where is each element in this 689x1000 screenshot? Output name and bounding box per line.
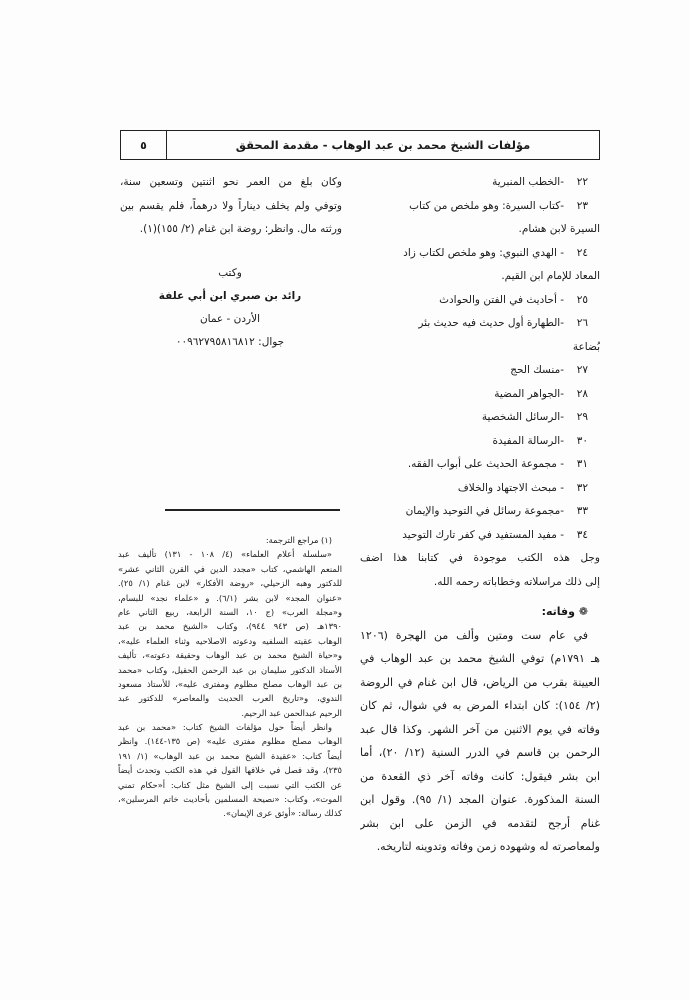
list-item (360, 312, 600, 336)
item-text: - مجموعة الحديث على أبواب الفقه. (407, 458, 564, 470)
paragraph-line: (٢/ ١٥٤): كان ابتداء المرض به في شوال، ثم كان (360, 699, 600, 712)
footnote-line: و«حياة الشيخ محمد بن عبد الوهاب وحقيقة دعوته»، تأليف (118, 650, 342, 661)
footnote-line: ١٣٩٠هـ (ص ٩٤٣ ٩٤٤)، وكتاب «الشيخ محمد بن عبد (118, 621, 342, 632)
item-number: ٢٢ (576, 176, 588, 188)
footnote-line: و«مجلة العرب» (ج ١٠، السنة الرابعة، ربيع الثاني عام (118, 606, 342, 617)
paragraph-line: وكان بلغ من العمر نحو اثنتين وتسعين سنة، (120, 176, 342, 188)
paragraph-line: ابن بشر فيقول: كانت وفاته آخر ذي القعدة من (360, 769, 600, 783)
list-item (360, 195, 600, 219)
item-text: - مبحث الاجتهاد والخلاف (457, 481, 564, 494)
footnote-line: الموت»، وكتاب: «نصيحة المسلمين بأحاديث خاتم المرسلين»، (118, 794, 342, 805)
death-section (360, 600, 600, 859)
signature-location: الأردن - عمان (199, 313, 261, 325)
item-number: ٣٠ (576, 434, 588, 447)
paragraph-line: ولمعاصرته له وشهوده زمن وفاته وتدوينه لتاريخه. (376, 840, 600, 853)
paragraph-line: الرحمن بن قاسم في الدرر السنية (١٢/ ٢٠)، أما (360, 746, 600, 759)
paragraph-line: السنة المذكورة. عنوان المجد (١/ ٩٥). وقول ابن (360, 793, 600, 806)
paragraph-line: وتوفي ولم يخلف ديناراً ولا درهماً، فلم يقسم بين (120, 199, 342, 212)
footnote-line: «سلسلة أعلام العلماء» (٤/ ١٠٨ - ١٣١) تأليف عبد (118, 549, 332, 560)
item-number: ٢٨ (576, 387, 588, 400)
paragraph-line: ورثته مال. وانظر: روضة ابن غنام (٢/ ١٥٥)(١). (139, 223, 342, 235)
page-number: ٥ (121, 131, 167, 159)
item-text: -الطهارة أول حديث فيه حديث بئر (418, 317, 564, 329)
list-item (360, 500, 600, 524)
list-item (360, 289, 600, 313)
paragraph-line: هـ ١٧٩١م) توفي الشيخ محمد بن عبد الوهاب في (360, 652, 600, 665)
item-text: -كتاب السيرة: وهو ملخص من كتاب (409, 199, 564, 212)
footnote-line: وانظر أيضاً حول مؤلفات الشيخ كتاب: «محمد بن عبد (118, 722, 332, 733)
item-number: ٢٤ (576, 246, 588, 259)
item-text: -الخطب المنبرية (492, 176, 564, 188)
item-number: ٢٦ (576, 317, 588, 329)
item-number: ٢٩ (576, 411, 588, 423)
header-title: مؤلفات الشيخ محمد بن عبد الوهاب - مقدمة المحقق (235, 138, 531, 152)
item-text: - الهدي النبوي: وهو ملخص لكتاب زاد (403, 246, 564, 259)
list-continuation: السيرة لابن هشام. (518, 223, 600, 235)
footnote-line: كذلك رسالة: «أوثق عرى الإيمان». (223, 808, 342, 819)
list-continuation: المعاد للإمام ابن القيم. (501, 270, 600, 282)
works-list (360, 171, 600, 594)
item-number: ٣٤ (576, 528, 588, 541)
paragraph-line: في عام ست ومتين وألف من الهجرة (١٢٠٦ (360, 628, 588, 642)
footnote-line: المنعم الهاشمي، كتاب «مجدد الدين في القرن الثاني عشر» (118, 563, 342, 574)
footnote-line: الرحيم عبدالحمن عبد الرحيم. (241, 707, 342, 718)
list-item (360, 477, 600, 501)
footnote-line: بن عبد الوهاب مصلح مظلوم ومفترى عليه»، للأستاذ مسعود (118, 678, 342, 689)
list-item (360, 242, 600, 266)
footnote-line: عن الكتب التي نسبت إلى الشيخ مثل كتاب: أ«حكام تمني (118, 779, 342, 790)
paragraph-line: وفاته في يوم الاثنين من آخر الشهر. وكذا قال عبد (360, 722, 600, 736)
item-text: - مفيد المستفيد في كفر تارك التوحيد (402, 528, 564, 541)
list-item (360, 171, 600, 195)
signature-wrote: وكتب (218, 267, 242, 279)
list-item (360, 524, 600, 548)
left-paragraph (120, 171, 342, 242)
item-number: ٣١ (576, 458, 588, 470)
item-text: -منسك الحج (510, 364, 564, 376)
item-text: -مجموعة رسائل في التوحيد والإيمان (405, 505, 564, 517)
signature-mobile: جوال: ٠٠٩٦٢٧٩٥٨١٦٨١٢ (175, 336, 285, 348)
footnote-line: الندوي، و«تاريخ العرب الحديث والمعاصر» للدكتور عبد (118, 693, 342, 704)
footnote-line: الأستاذ الدكتور سليمان بن عبد الرحمن الحقيل، وكتاب «محمد (118, 664, 342, 675)
list-item (360, 406, 600, 430)
item-number: ٢٣ (576, 199, 588, 212)
list-item (360, 359, 600, 383)
paragraph-line: العيينة بقرب من الرياض، قال ابن غنام في الروضة (360, 675, 600, 689)
footnote-divider (165, 509, 340, 511)
death-heading: ❁ وفاته: (541, 605, 588, 618)
item-number: ٣٣ (576, 505, 588, 517)
item-number: ٣٢ (576, 481, 588, 494)
item-text: -الجواهر المضية (494, 387, 564, 400)
signature-block (120, 262, 340, 354)
footnote-line: (١) مراجع الترجمة: (265, 535, 332, 545)
footnotes (118, 533, 342, 821)
list-item (360, 383, 600, 407)
running-header (120, 130, 600, 160)
footnote-line: ٢٣٥)، وقد فصل في خلافها القول في هذه الكتب وتحدث أيضاً (118, 765, 342, 776)
item-number: ٢٥ (576, 293, 588, 306)
item-number: ٢٧ (576, 364, 588, 376)
list-continuation: إلى ذلك مراسلاته وخطاباته رحمه الله. (433, 575, 600, 588)
item-text: -الرسالة المفيدة (492, 434, 564, 447)
footnote-line: الوهاب مصلح مظلوم مفترى عليه» (ص ١٣٥-١٤٤). وانظر (118, 736, 342, 747)
list-item (360, 453, 600, 477)
footnote-line: الوهاب عقيته السلفيه ودعوته الاصلاحيه وثناء العلماء عليه»، (118, 635, 342, 646)
list-continuation: وجل هذه الكتب موجودة في كتابنا هذا اضف (360, 552, 600, 564)
list-continuation: بُضاعة (572, 340, 600, 353)
item-text: -الرسائل الشخصية (481, 411, 564, 423)
signature-name: رائد بن صبري ابن أبي علفة (158, 290, 302, 302)
footnote-line: للدكتور وهبه الزحيلي، «روضة الأفكار» لابن غنام (١/ ٢٥). (118, 578, 342, 589)
footnote-line: أيضاً كتاب: «عقيدة الشيخ محمد بن عبد الوهاب» (١/ ١٩١ (118, 750, 342, 761)
footnote-line: «عنوان المجد» لابن بشر (٦/١). و «علماء نجد» للبسام، (118, 592, 342, 603)
item-text: - أحاديث في الفتن والحوادث (439, 293, 564, 306)
paragraph-line: غنام أرجح لتقدمه في الزمن على ابن بشر (360, 816, 600, 830)
list-item (360, 430, 600, 454)
